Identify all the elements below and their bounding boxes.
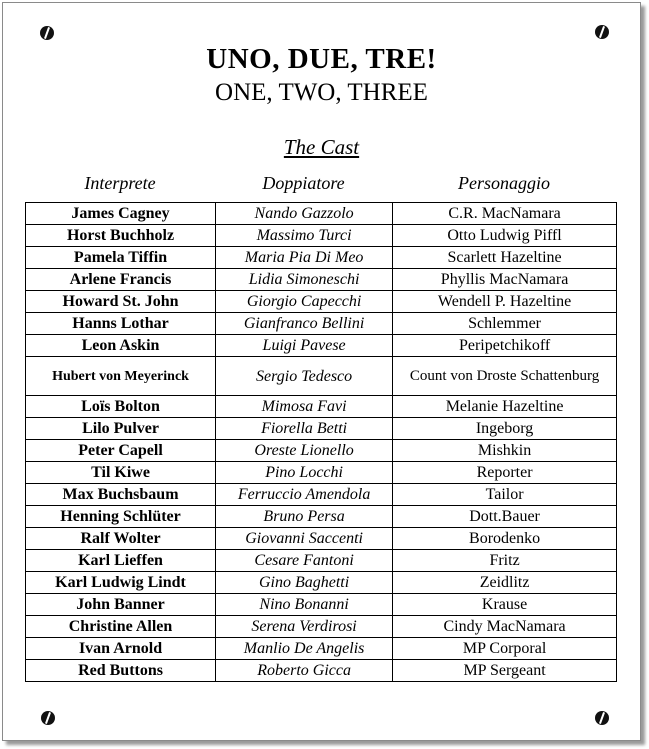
- dubber-cell: Massimo Turci: [216, 225, 393, 247]
- dubber-cell: Giovanni Saccenti: [216, 528, 393, 550]
- actor-cell: Christine Allen: [26, 616, 216, 638]
- screw-icon: [595, 711, 609, 725]
- role-cell: Reporter: [393, 462, 617, 484]
- table-row: [26, 396, 617, 418]
- actor-cell: Pamela Tiffin: [26, 247, 216, 269]
- actor-cell: Hanns Lothar: [26, 313, 216, 335]
- role-cell: Zeidlitz: [393, 572, 617, 594]
- actor-cell: Til Kiwe: [26, 462, 216, 484]
- role-cell: Melanie Hazeltine: [393, 396, 617, 418]
- role-cell: Schlemmer: [393, 313, 617, 335]
- dubber-cell: Luigi Pavese: [216, 335, 393, 357]
- actor-cell: James Cagney: [26, 203, 216, 225]
- table-row: [26, 572, 617, 594]
- role-cell: Mishkin: [393, 440, 617, 462]
- dubber-cell: Pino Locchi: [216, 462, 393, 484]
- cast-heading: The Cast: [283, 135, 360, 159]
- column-header-actor: Interprete: [84, 173, 156, 193]
- dubber-cell: Nino Bonanni: [216, 594, 393, 616]
- dubber-cell: Manlio De Angelis: [216, 638, 393, 660]
- table-row: [26, 247, 617, 269]
- screw-icon: [41, 711, 55, 725]
- actor-cell: Ralf Wolter: [26, 528, 216, 550]
- role-cell: Count von Droste Schattenburg: [393, 357, 617, 396]
- table-row: [26, 506, 617, 528]
- actor-cell: Red Buttons: [26, 660, 216, 682]
- table-row: [26, 550, 617, 572]
- table-row: [26, 269, 617, 291]
- actor-cell: Peter Capell: [26, 440, 216, 462]
- dubber-cell: Bruno Persa: [216, 506, 393, 528]
- actor-cell: John Banner: [26, 594, 216, 616]
- dubber-cell: Nando Gazzolo: [216, 203, 393, 225]
- table-row: [26, 528, 617, 550]
- role-cell: Cindy MacNamara: [393, 616, 617, 638]
- dubber-cell: Gino Baghetti: [216, 572, 393, 594]
- table-row: [26, 440, 617, 462]
- role-cell: Wendell P. Hazeltine: [393, 291, 617, 313]
- table-row: [26, 462, 617, 484]
- role-cell: Peripetchikoff: [393, 335, 617, 357]
- actor-cell: Leon Askin: [26, 335, 216, 357]
- dubber-cell: Mimosa Favi: [216, 396, 393, 418]
- role-cell: MP Corporal: [393, 638, 617, 660]
- role-cell: Dott.Bauer: [393, 506, 617, 528]
- actor-cell: Lilo Pulver: [26, 418, 216, 440]
- table-row: [26, 638, 617, 660]
- actor-cell: Howard St. John: [26, 291, 216, 313]
- table-row: [26, 313, 617, 335]
- page-title: UNO, DUE, TRE!: [206, 43, 437, 75]
- page-subtitle: ONE, TWO, THREE: [215, 79, 428, 106]
- table-row: [26, 418, 617, 440]
- role-cell: Phyllis MacNamara: [393, 269, 617, 291]
- role-cell: C.R. MacNamara: [393, 203, 617, 225]
- dubber-cell: Oreste Lionello: [216, 440, 393, 462]
- table-row: [26, 225, 617, 247]
- role-cell: Krause: [393, 594, 617, 616]
- role-cell: Borodenko: [393, 528, 617, 550]
- dubber-cell: Maria Pia Di Meo: [216, 247, 393, 269]
- actor-cell: Horst Buchholz: [26, 225, 216, 247]
- role-cell: MP Sergeant: [393, 660, 617, 682]
- actor-cell: Loïs Bolton: [26, 396, 216, 418]
- table-row: [26, 594, 617, 616]
- actor-cell: Arlene Francis: [26, 269, 216, 291]
- screw-icon: [595, 25, 609, 39]
- table-row: [26, 335, 617, 357]
- dubber-cell: Ferruccio Amendola: [216, 484, 393, 506]
- table-row: [26, 357, 617, 396]
- table-row: [26, 291, 617, 313]
- actor-cell: Karl Ludwig Lindt: [26, 572, 216, 594]
- role-cell: Ingeborg: [393, 418, 617, 440]
- dubber-cell: Sergio Tedesco: [216, 357, 393, 396]
- column-header-dubber: Doppiatore: [262, 173, 345, 193]
- cast-plaque: [2, 2, 641, 741]
- actor-cell: Karl Lieffen: [26, 550, 216, 572]
- table-row: [26, 203, 617, 225]
- cast-table: [25, 202, 617, 682]
- dubber-cell: Fiorella Betti: [216, 418, 393, 440]
- table-row: [26, 616, 617, 638]
- dubber-cell: Roberto Gicca: [216, 660, 393, 682]
- dubber-cell: Lidia Simoneschi: [216, 269, 393, 291]
- column-header-role: Personaggio: [458, 173, 550, 193]
- table-row: [26, 484, 617, 506]
- role-cell: Scarlett Hazeltine: [393, 247, 617, 269]
- actor-cell: Max Buchsbaum: [26, 484, 216, 506]
- dubber-cell: Serena Verdirosi: [216, 616, 393, 638]
- screw-icon: [40, 26, 54, 40]
- role-cell: Fritz: [393, 550, 617, 572]
- actor-cell: Hubert von Meyerinck: [26, 357, 216, 396]
- actor-cell: Henning Schlüter: [26, 506, 216, 528]
- dubber-cell: Cesare Fantoni: [216, 550, 393, 572]
- dubber-cell: Gianfranco Bellini: [216, 313, 393, 335]
- actor-cell: Ivan Arnold: [26, 638, 216, 660]
- role-cell: Tailor: [393, 484, 617, 506]
- dubber-cell: Giorgio Capecchi: [216, 291, 393, 313]
- table-row: [26, 660, 617, 682]
- role-cell: Otto Ludwig Piffl: [393, 225, 617, 247]
